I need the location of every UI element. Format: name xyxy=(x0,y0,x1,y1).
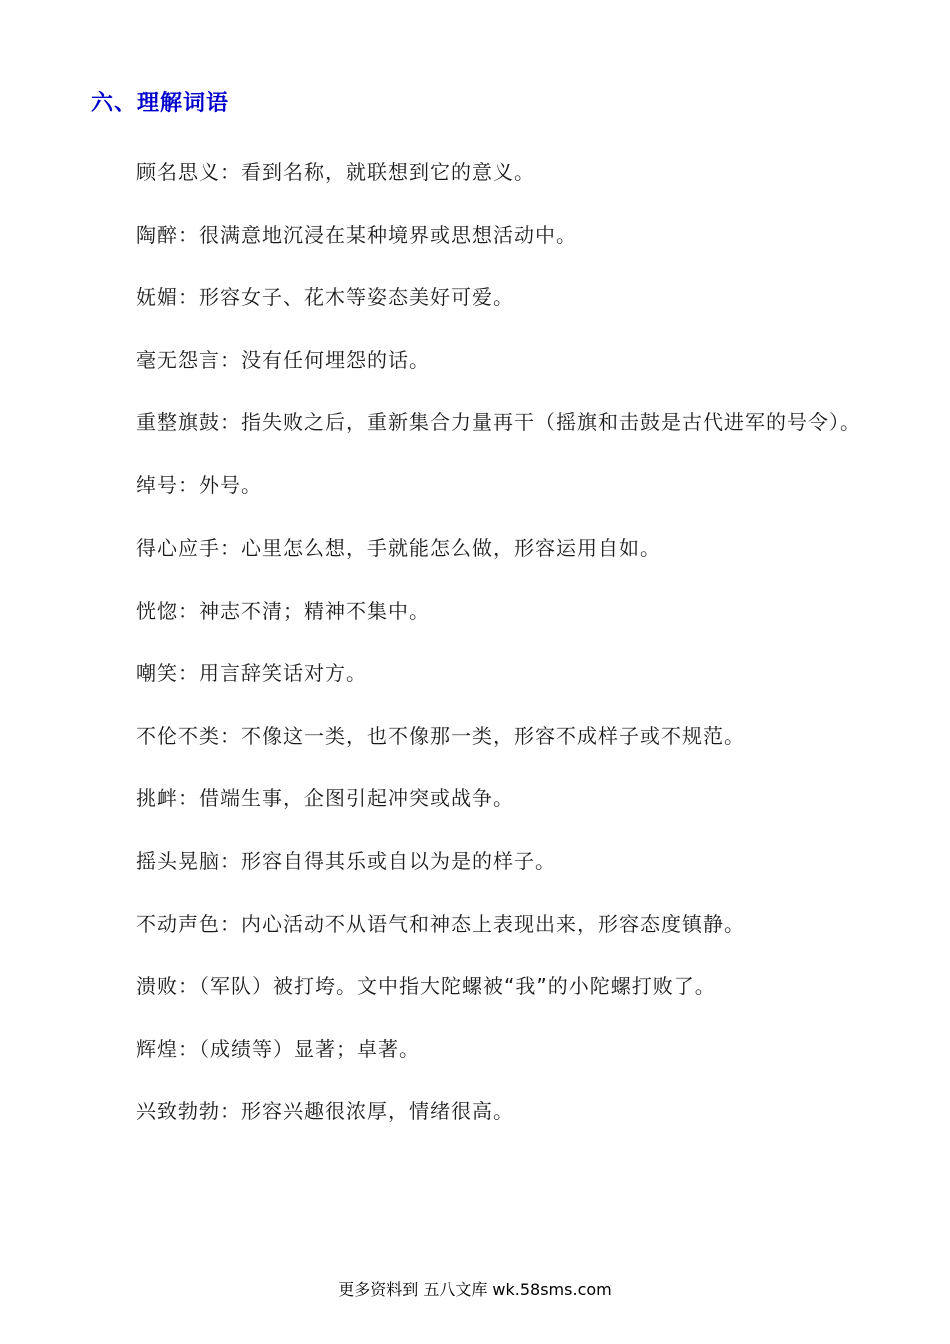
vocabulary-entry: 妩媚：形容女子、花木等姿态美好可爱。 xyxy=(136,285,514,310)
vocabulary-entry: 摇头晃脑：形容自得其乐或自以为是的样子。 xyxy=(136,848,556,873)
vocabulary-entry: 毫无怨言：没有任何埋怨的话。 xyxy=(136,347,430,372)
vocabulary-entry: 溃败：（军队）被打垮。文中指大陀螺被“我”的小陀螺打败了。 xyxy=(136,974,716,999)
vocabulary-entry: 嘲笑：用言辞笑话对方。 xyxy=(136,661,367,686)
vocabulary-entry: 重整旗鼓：指失败之后，重新集合力量再干（摇旗和击鼓是古代进军的号令）。 xyxy=(136,410,861,435)
vocabulary-entry: 挑衅：借端生事，企图引起冲突或战争。 xyxy=(136,786,514,811)
vocabulary-entry: 不伦不类：不像这一类，也不像那一类，形容不成样子或不规范。 xyxy=(136,723,745,748)
section-heading: 六、理解词语 xyxy=(91,91,230,116)
vocabulary-entry: 顾名思义：看到名称，就联想到它的意义。 xyxy=(136,160,535,184)
footer-watermark-text: 更多资料到 五八文库 wk.58sms.com xyxy=(338,1280,612,1299)
vocabulary-entry: 绰号：外号。 xyxy=(136,473,262,498)
vocabulary-entry: 辉煌：（成绩等）显著；卓著。 xyxy=(136,1036,420,1061)
vocabulary-entry: 恍惚：神志不清；精神不集中。 xyxy=(136,598,430,623)
vocabulary-list xyxy=(91,156,871,1158)
vocabulary-entry: 得心应手：心里怎么想，手就能怎么做，形容运用自如。 xyxy=(136,535,661,560)
vocabulary-entry: 陶醉：很满意地沉浸在某种境界或思想活动中。 xyxy=(136,222,577,247)
vocabulary-entry: 不动声色：内心活动不从语气和神态上表现出来，形容态度镇静。 xyxy=(136,911,745,936)
vocabulary-entry: 兴致勃勃：形容兴趣很浓厚，情绪很高。 xyxy=(136,1099,514,1124)
